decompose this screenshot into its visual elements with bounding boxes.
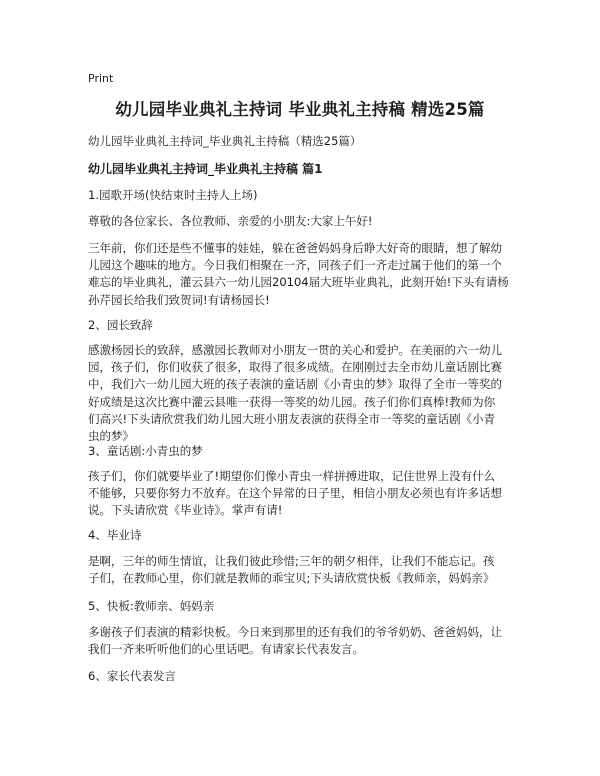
paragraph-line: 我们一齐来听听他们的心里话吧。有请家长代表发言。 <box>88 642 364 657</box>
paragraph-line: 子们，在教师心里，你们就是教师的乖宝贝;下头请欣赏快板《教师亲，妈妈亲》 <box>88 571 495 586</box>
clapper-paragraph <box>88 624 528 658</box>
paragraph-line: 儿园这个趣味的地方。今日我们相聚在一齐，同孩子们一齐走过属于他们的第一个 <box>88 258 502 273</box>
step-1-heading: 1.园歌开场(快结束时主持人上场) <box>88 188 258 202</box>
paragraph-line: 好成绩是这次比赛中灌云县唯一获得一等奖的幼儿园。孩子们你们真棒!教师为你 <box>88 394 496 409</box>
step-4-heading: 4、毕业诗 <box>88 528 142 542</box>
paragraph-line: 中，我们六一幼儿园大班的孩子表演的童话剧《小青虫的梦》取得了全市一等奖的 <box>88 377 502 392</box>
greeting-paragraph: 尊敬的各位家长、各位教师、亲爱的小朋友:大家上午好! <box>88 214 373 228</box>
paragraph-line: 多谢孩子们表演的精彩快板。今日来到那里的还有我们的爷爷奶奶、爸爸妈妈，让 <box>88 625 502 639</box>
principal-thanks-paragraph <box>88 342 528 445</box>
page-title: 幼儿园毕业典礼主持词 毕业典礼主持稿 精选25篇 <box>115 100 485 119</box>
paragraph-line: 感激杨园长的致辞，感激园长教师对小朋友一贯的关心和爱护。在美丽的六一幼儿 <box>88 343 502 357</box>
paragraph-line: 说。下头请欣赏《毕业诗》。掌声有请! <box>88 503 283 518</box>
section-heading: 幼儿园毕业典礼主持词_毕业典礼主持稿 篇1 <box>88 162 323 176</box>
page-subtitle: 幼儿园毕业典礼主持词_毕业典礼主持稿（精选25篇） <box>88 134 362 148</box>
paragraph-line: 孩子们，你们就要毕业了!期望你们像小青虫一样拼搏进取，记住世界上没有什么 <box>88 469 496 483</box>
paragraph-line: 园，孩子们，你们收获了很多，取得了很多成绩。在刚刚过去全市幼儿童话剧比赛 <box>88 360 502 375</box>
paragraph-line: 虫的梦》 <box>88 429 134 444</box>
paragraph-line: 是啊，三年的师生情谊，让我们彼此珍惜;三年的朝夕相伴，让我们不能忘记。孩 <box>88 554 495 568</box>
paragraph-line: 难忘的毕业典礼，灌云县六一幼儿园20104届大班毕业典礼，此刻开始!下头有请杨 <box>88 275 509 290</box>
paragraph-line: 不能够，只要你努力不放弃。在这个异常的日子里，相信小朋友必须也有许多话想 <box>88 486 502 501</box>
step-2-heading: 2、园长致辞 <box>88 318 153 332</box>
print-link[interactable]: Print <box>88 72 114 85</box>
step-6-heading: 6、家长代表发言 <box>88 669 176 683</box>
paragraph-line: 三年前，你们还是些不懂事的娃娃，躲在爸爸妈妈身后睁大好奇的眼睛，想了解幼 <box>88 241 502 255</box>
paragraph-line: 们高兴!下头请欣赏我们幼儿园大班小朋友表演的获得全市一等奖的童话剧《小青 <box>88 411 496 426</box>
poem-paragraph <box>88 553 528 587</box>
intro-paragraph <box>88 240 528 309</box>
step-5-heading: 5、快板:教师亲、妈妈亲 <box>88 599 215 613</box>
paragraph-line: 孙芹园长给我们致贺词!有请杨园长! <box>88 292 270 307</box>
play-paragraph <box>88 468 528 520</box>
step-3-heading: 3、童话剧:小青虫的梦 <box>88 444 203 458</box>
